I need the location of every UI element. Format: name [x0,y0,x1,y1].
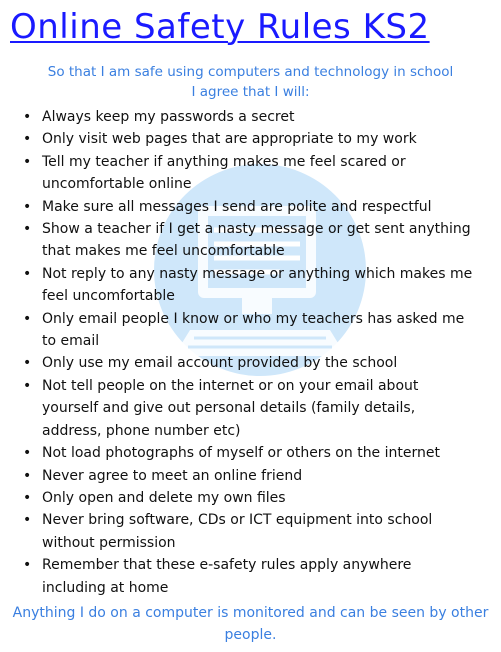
rule-item [8,442,493,464]
rule-text: Remember that these e-safety rules apply anywhere including at home [42,557,412,596]
rule-text: Never agree to meet an online friend [42,467,303,484]
rule-item [8,218,493,263]
rule-item [8,375,493,442]
rule-text: Not reply to any nasty message or anything which makes me feel uncomfortable [42,265,473,305]
bullet-icon: • [23,557,32,574]
rule-item [8,487,493,509]
bullet-icon: • [23,355,32,372]
bullet-icon: • [23,131,32,148]
bullet-icon: • [23,265,32,282]
bullet-icon: • [23,467,32,484]
page-title: Online Safety Rules KS2 [10,7,430,47]
rule-text: Show a teacher if I get a nasty message or get sent anything that makes me feel uncomfortable [42,221,471,260]
rule-text: Only open and delete my own files [42,489,286,506]
rule-item [8,554,493,599]
rule-item [8,352,493,374]
bullet-icon: • [23,198,32,215]
rule-item [8,263,493,308]
rule-item [8,196,493,218]
rule-item [8,151,493,196]
rule-text: Never bring software, CDs or ICT equipment into school without permission [42,512,433,551]
bullet-icon: • [23,221,32,238]
rule-text: Only email people I know or who my teachers has asked me to email [42,310,465,350]
rules-list [8,106,493,599]
rule-item [8,308,493,353]
rule-item [8,509,493,554]
rule-text: Not load photographs of myself or others on the internet [42,445,440,462]
intro-line-1: So that I am safe using computers and technology in school [47,64,454,80]
bullet-icon: • [23,310,32,327]
bullet-icon: • [23,377,32,394]
rule-item [8,128,493,150]
rule-text: Not tell people on the internet or on your email about yourself and give out personal details (family details, address, phone number etc) [42,377,419,439]
rule-text: Make sure all messages I send are polite and respectful [42,198,432,215]
bullet-icon: • [23,489,32,506]
bullet-icon: • [23,109,32,125]
bullet-icon: • [23,445,32,462]
intro-line-2: I agree that I will: [191,84,310,100]
rule-item [8,465,493,487]
rule-item [8,106,493,128]
bullet-icon: • [23,512,32,529]
rule-text: Tell my teacher if anything makes me feel scared or uncomfortable online [42,153,406,193]
rule-text: Only visit web pages that are appropriate to my work [42,131,417,148]
rule-text: Always keep my passwords a secret [42,109,295,125]
bullet-icon: • [23,153,32,170]
rule-text: Only use my email account provided by the school [42,355,398,372]
footer-note: Anything I do on a computer is monitored and can be seen by other people. [12,604,489,643]
intro-text [8,62,493,102]
